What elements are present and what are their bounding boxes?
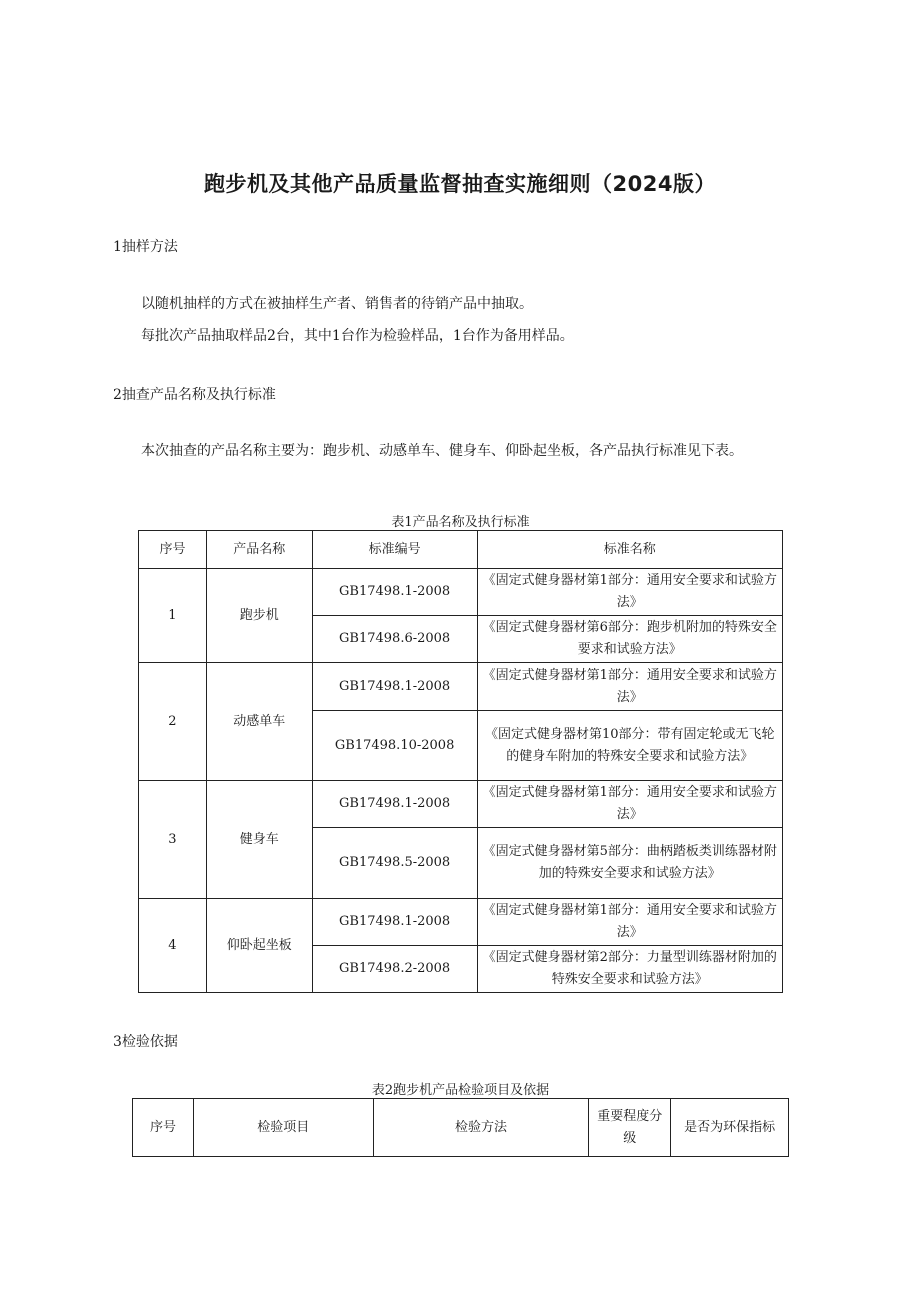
section-1-paragraph-1: 以随机抽样的方式在被抽样生产者、销售者的待销产品中抽取。 [141, 296, 533, 312]
header-cell-importance: 重要程度分级 [589, 1099, 671, 1157]
cell-no: 4 [139, 899, 207, 993]
cell-product: 仰卧起坐板 [206, 899, 312, 993]
section-1-paragraph-2: 每批次产品抽取样品2台，其中1台作为检验样品，1台作为备用样品。 [141, 328, 574, 344]
cell-std-name: 《固定式健身器材第6部分：跑步机附加的特殊安全要求和试验方法》 [477, 616, 782, 663]
header-cell-item: 检验项目 [193, 1099, 373, 1157]
cell-std-code: GB17498.1-2008 [312, 899, 477, 946]
standards-table [138, 530, 783, 993]
table-header-row [133, 1099, 789, 1157]
header-cell-no: 序号 [139, 531, 207, 569]
header-cell-std-name: 标准名称 [477, 531, 782, 569]
cell-std-name: 《固定式健身器材第2部分：力量型训练器材附加的特殊安全要求和试验方法》 [477, 946, 782, 993]
cell-std-name: 《固定式健身器材第1部分：通用安全要求和试验方法》 [477, 663, 782, 711]
cell-product: 健身车 [206, 781, 312, 899]
section-3-heading: 3检验依据 [113, 1034, 178, 1050]
cell-std-code: GB17498.1-2008 [312, 569, 477, 616]
page-title: 跑步机及其他产品质量监督抽查实施细则（2024版） [204, 172, 716, 196]
cell-std-code: GB17498.2-2008 [312, 946, 477, 993]
cell-std-name: 《固定式健身器材第10部分：带有固定轮或无飞轮的健身车附加的特殊安全要求和试验方法》 [477, 711, 782, 781]
cell-std-name: 《固定式健身器材第1部分：通用安全要求和试验方法》 [477, 899, 782, 946]
table-1-caption: 表1产品名称及执行标准 [391, 515, 530, 530]
header-cell-std-code: 标准编号 [312, 531, 477, 569]
cell-std-name: 《固定式健身器材第5部分：曲柄踏板类训练器材附加的特殊安全要求和试验方法》 [477, 828, 782, 899]
cell-std-name: 《固定式健身器材第1部分：通用安全要求和试验方法》 [477, 781, 782, 828]
table-2-caption: 表2跑步机产品检验项目及依据 [371, 1083, 550, 1098]
cell-std-code: GB17498.10-2008 [312, 711, 477, 781]
cell-std-code: GB17498.6-2008 [312, 616, 477, 663]
header-cell-method: 检验方法 [373, 1099, 589, 1157]
cell-std-code: GB17498.1-2008 [312, 663, 477, 711]
cell-std-code: GB17498.1-2008 [312, 781, 477, 828]
table-header-row [139, 531, 783, 569]
header-cell-product: 产品名称 [206, 531, 312, 569]
table-row [139, 569, 783, 616]
cell-no: 1 [139, 569, 207, 663]
inspection-table [132, 1098, 789, 1157]
section-2-heading: 2抽查产品名称及执行标准 [113, 387, 276, 403]
cell-product: 跑步机 [206, 569, 312, 663]
table-row [139, 899, 783, 946]
table-row [139, 663, 783, 711]
section-2-paragraph-1: 本次抽查的产品名称主要为：跑步机、动感单车、健身车、仰卧起坐板，各产品执行标准见下表。 [141, 443, 743, 459]
section-1-heading: 1抽样方法 [113, 239, 178, 255]
header-cell-no: 序号 [133, 1099, 194, 1157]
header-cell-eco: 是否为环保指标 [671, 1099, 789, 1157]
cell-std-code: GB17498.5-2008 [312, 828, 477, 899]
cell-product: 动感单车 [206, 663, 312, 781]
cell-std-name: 《固定式健身器材第1部分：通用安全要求和试验方法》 [477, 569, 782, 616]
cell-no: 3 [139, 781, 207, 899]
table-row [139, 781, 783, 828]
cell-no: 2 [139, 663, 207, 781]
